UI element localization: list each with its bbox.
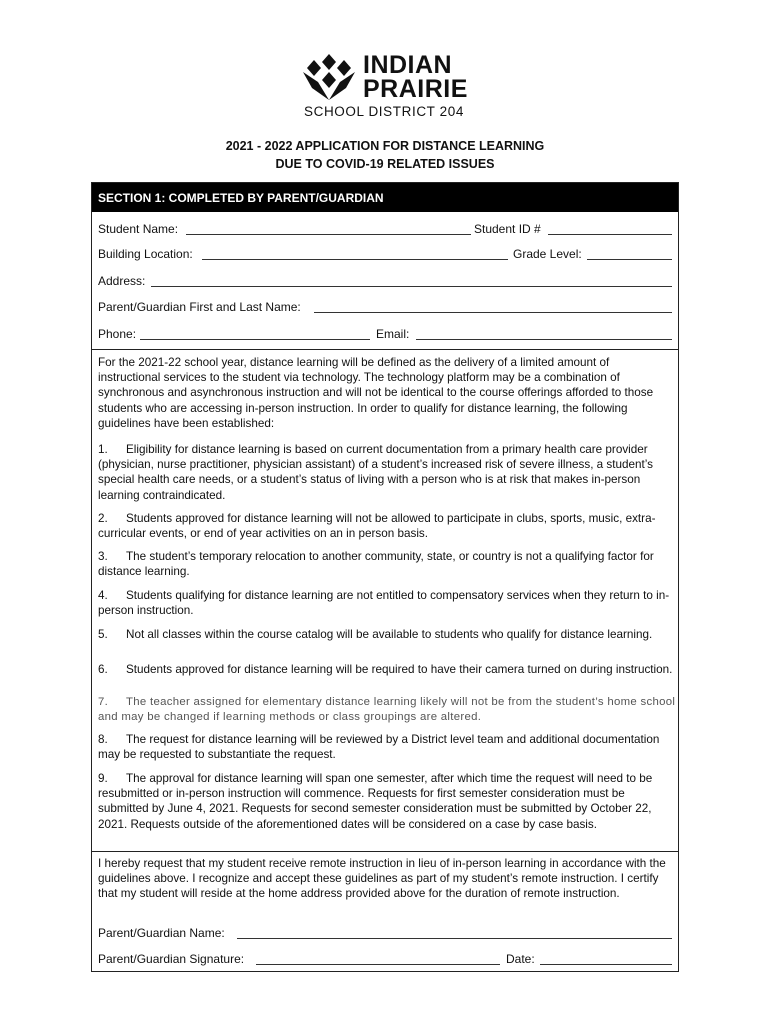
parent-name-row (98, 300, 672, 318)
logo-name-line1: INDIAN (363, 51, 453, 79)
intro-paragraph: For the 2021-22 school year, distance learning will be defined as the delivery of a limited amount of instructional services to the student via technology. The technology platform may be a combination of synchronous and asynchronous instruction and will not be identical to the course offerings afforded to those students who are accessing in-person instruction. In order to qualify for distance learning, the following guidelines have been established: (98, 356, 654, 430)
logo-subtitle: SCHOOL DISTRICT 204 (304, 104, 464, 119)
application-form (91, 182, 679, 972)
divider (92, 349, 678, 350)
parent-guardian-name-row (98, 926, 672, 944)
leaf-emblem-icon (300, 52, 358, 102)
building-location-field[interactable] (202, 259, 508, 260)
signature-label: Parent/Guardian Signature: (98, 952, 245, 966)
guideline-item: 5. Not all classes within the course catalog will be available to students who qualify for distance learning. (98, 628, 653, 641)
student-id-field[interactable] (548, 234, 672, 235)
section-1-heading: SECTION 1: COMPLETED BY PARENT/GUARDIAN (92, 183, 678, 212)
request-statement: I hereby request that my student receive remote instruction in lieu of in-person learning in accordance with the guidelines above. I recognize and accept these guidelines as part of my student’s remote instruction. I certify that my student will reside at the home address provided above for the duration of remote instruction. (98, 857, 666, 901)
phone-field[interactable] (140, 339, 370, 340)
guideline-item: 9. The approval for distance learning will span one semester, after which time the request will need to be resubmitted or in-person instruction will commence. Requests for first semester consideration must be submitted by June 4, 2021. Requests for second semester consideration must be submitted by October 22, 2021. Requests outside of the aforementioned dates will be considered on a case by case basis. (98, 772, 653, 831)
logo-name-line2: PRAIRIE (363, 75, 468, 103)
address-label: Address: (98, 274, 146, 288)
student-name-label: Student Name: (98, 222, 179, 236)
date-label: Date: (506, 952, 535, 966)
signature-row (98, 952, 672, 970)
divider (92, 851, 678, 852)
parent-guardian-name-label: Parent/Guardian Name: (98, 926, 225, 940)
grade-level-field[interactable] (587, 259, 672, 260)
grade-level-label: Grade Level: (513, 247, 582, 261)
parent-name-field[interactable] (314, 312, 672, 313)
district-logo (300, 50, 475, 122)
parent-guardian-name-field[interactable] (237, 938, 672, 939)
guideline-item: 3. The student’s temporary relocation to another community, state, or country is not a qualifying factor for distance learning. (98, 550, 654, 579)
form-title-line1: 2021 - 2022 APPLICATION FOR DISTANCE LEARNING (225, 139, 545, 153)
address-row (98, 274, 672, 292)
guideline-item: 2. Students approved for distance learning will not be allowed to participate in clubs, sports, music, extra-curricular events, or end of year activities on an in person basis. (98, 512, 656, 541)
contact-row (98, 327, 672, 345)
guideline-item: 1. Eligibility for distance learning is based on current documentation from a primary health care provider (physician, nurse practitioner, physician assistant) of a student’s increased risk of severe illness, a student’s special health care needs, or a student’s status of living with a person who is at risk that makes in-person learning contraindicated. (98, 443, 654, 502)
building-row (98, 247, 672, 265)
guideline-item: 6. Students approved for distance learning will be required to have their camera turned on during instruction. (98, 663, 673, 676)
signature-field[interactable] (256, 964, 500, 965)
logo-wordmark (363, 53, 468, 101)
form-title-line2: DUE TO COVID-19 RELATED ISSUES (275, 157, 495, 171)
email-label: Email: (376, 327, 410, 341)
email-field[interactable] (416, 339, 672, 340)
parent-name-label: Parent/Guardian First and Last Name: (98, 300, 301, 314)
building-location-label: Building Location: (98, 247, 193, 261)
guideline-item: 4. Students qualifying for distance learning are not entitled to compensatory services when they return to in-person instruction. (98, 589, 670, 618)
date-field[interactable] (540, 964, 672, 965)
address-field[interactable] (151, 286, 672, 287)
student-id-label: Student ID # (474, 222, 541, 236)
phone-label: Phone: (98, 327, 137, 341)
guideline-item: 7. The teacher assigned for elementary distance learning likely will not be from the student’s home school and may be changed if learning methods or class groupings are altered. (98, 696, 676, 724)
student-name-field[interactable] (186, 234, 471, 235)
guideline-item: 8. The request for distance learning will be reviewed by a District level team and additional documentation may be requested to substantiate the request. (98, 733, 660, 762)
student-row (98, 222, 672, 240)
